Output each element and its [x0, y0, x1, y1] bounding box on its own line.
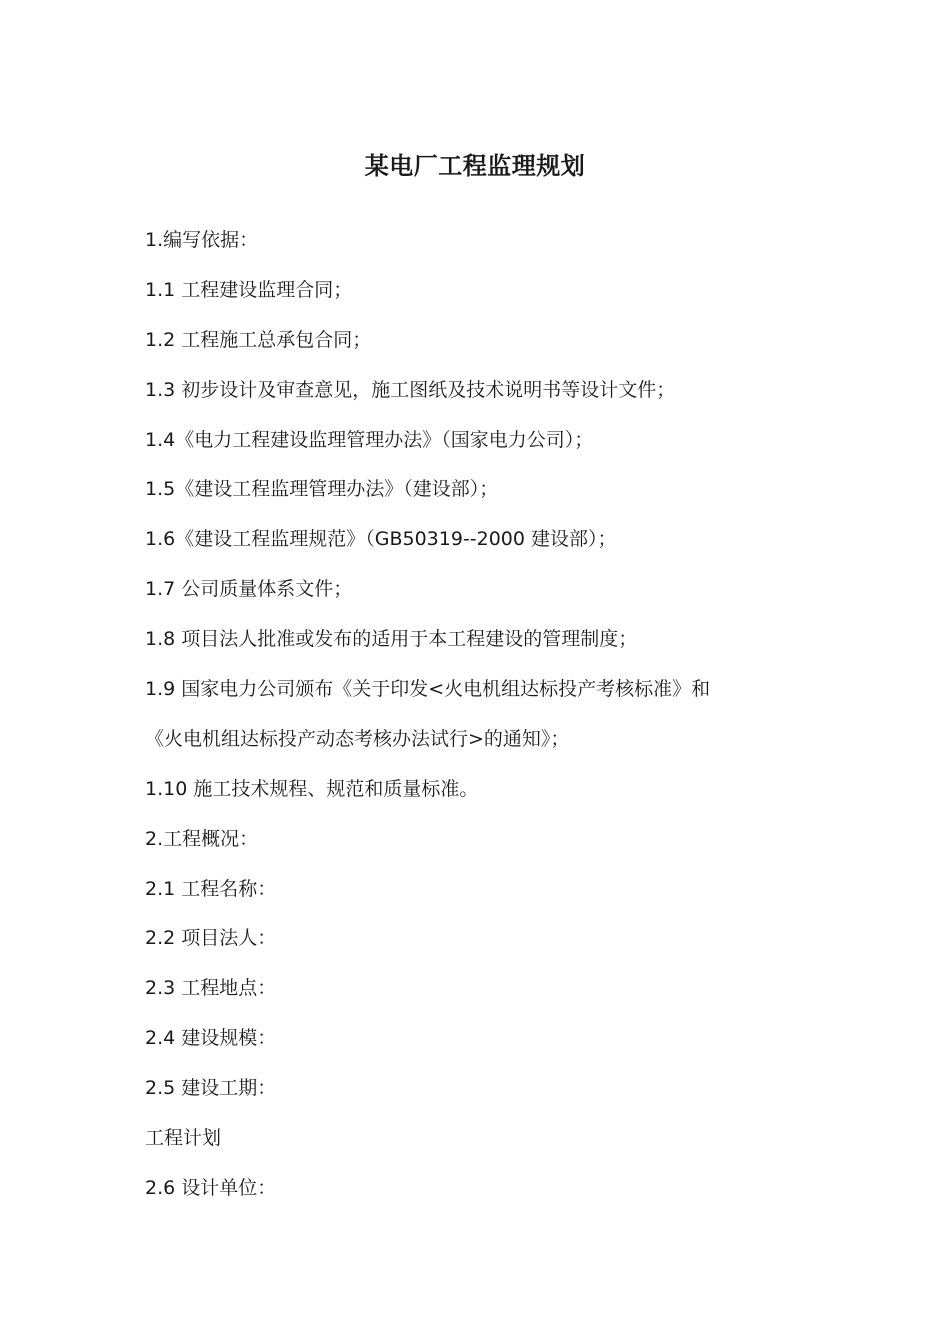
text-line: 2.5 建设工期：: [145, 1077, 277, 1100]
text-line: 1.9 国家电力公司颁布《关于印发<火电机组达标投产考核标准》和: [145, 678, 711, 701]
text-line: 1.6《建设工程监理规范》（GB50319--2000 建设部）；: [145, 528, 617, 551]
text-line: 1.10 施工技术规程、规范和质量标准。: [145, 777, 479, 800]
document-body: [145, 226, 845, 1224]
text-line: 2.4 建设规模：: [145, 1027, 277, 1050]
text-line: 2.2 项目法人：: [145, 927, 277, 950]
text-line: 1.8 项目法人批准或发布的适用于本工程建设的管理制度；: [145, 628, 638, 651]
text-line: 2.6 设计单位：: [145, 1176, 277, 1199]
text-line: 2.1 工程名称：: [145, 877, 277, 900]
document-title: 某电厂工程监理规划: [364, 152, 586, 180]
text-line: 2.3 工程地点：: [145, 977, 277, 1000]
text-line: 1.7 公司质量体系文件；: [145, 578, 353, 601]
text-line: 1.3 初步设计及审查意见，施工图纸及技术说明书等设计文件；: [145, 378, 676, 401]
text-line: 1.编写依据：: [145, 229, 259, 251]
text-line: 《火电机组达标投产动态考核办法试行>的通知》；: [145, 727, 570, 750]
text-line: 2.工程概况：: [145, 827, 259, 850]
text-line: 1.1 工程建设监理合同；: [145, 278, 353, 301]
text-line: 1.2 工程施工总承包合同；: [145, 328, 372, 351]
text-line: 1.5《建设工程监理管理办法》（建设部）；: [145, 478, 499, 501]
text-line: 1.4《电力工程建设监理管理办法》（国家电力公司）；: [145, 428, 594, 451]
text-line: 工程计划: [145, 1127, 222, 1150]
